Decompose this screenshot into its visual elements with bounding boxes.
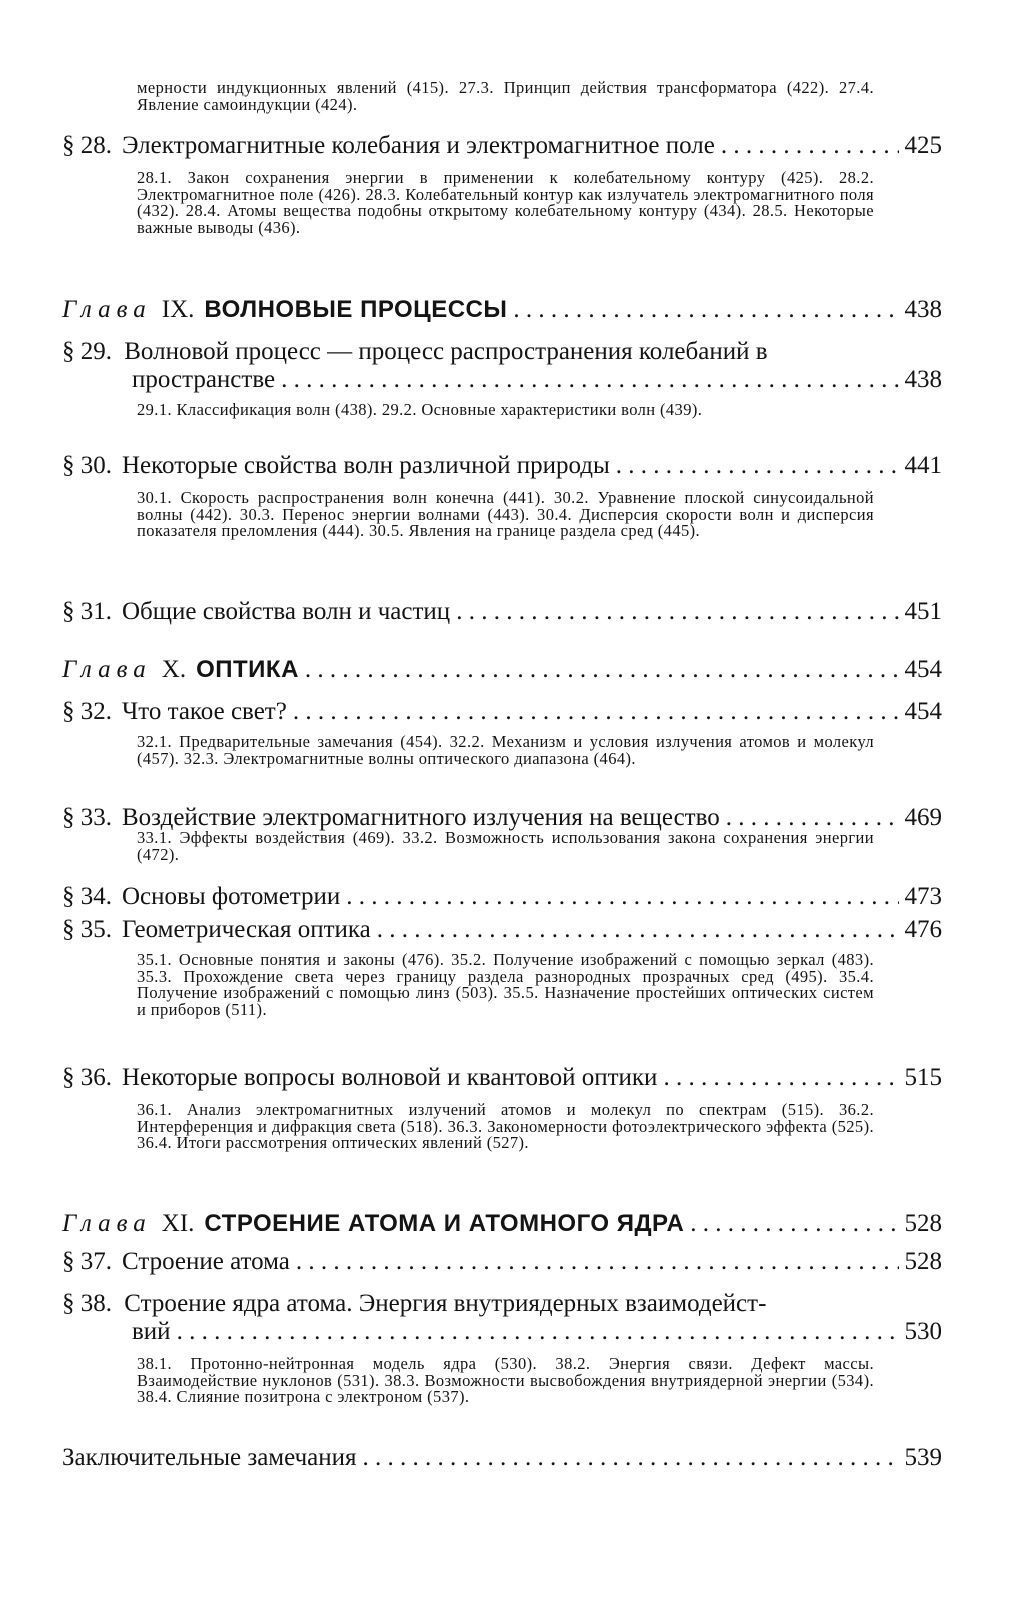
page-number: 425 <box>904 132 942 159</box>
subsections-28: 28.1. Закон сохранения энергии в применении к колебательному контуру (425). 28.2. Электромагнитное поле (426). 28.3. Колебательный контур как излучатель электромагнитного поля (432). 28.4. Атомы вещества подобны открытому колебательному контуру (434). 28.5. Некоторые важные выводы (436). <box>137 168 874 237</box>
dot-leader <box>346 883 898 911</box>
toc-entry-29-line1[interactable] <box>62 338 768 366</box>
dot-leader <box>296 1248 899 1276</box>
dot-leader <box>690 1210 898 1238</box>
dot-leader <box>456 598 898 626</box>
section-number: § 34. <box>62 883 112 910</box>
section-title: Заключительные замечания <box>62 1444 357 1471</box>
section-number: § 33. <box>62 804 112 831</box>
section-number: § 35. <box>62 916 112 943</box>
dot-leader <box>177 1318 899 1346</box>
page-number: 476 <box>904 916 942 943</box>
chapter-word: Глава <box>62 656 152 683</box>
chapter-title: ВОЛНОВЫЕ ПРОЦЕССЫ <box>204 296 508 323</box>
section-number: § 38. <box>62 1290 112 1317</box>
section-title: Некоторые вопросы волновой и квантовой оптики <box>122 1064 658 1091</box>
page-number: 515 <box>904 1064 942 1091</box>
section-title: Воздействие электромагнитного излучения на вещество <box>122 804 720 831</box>
toc-entry-28[interactable] <box>62 132 942 160</box>
section-title: Геометрическая оптика <box>122 916 371 943</box>
page-number: 451 <box>904 598 942 625</box>
chapter-word: Глава <box>62 1210 152 1237</box>
page-number: 441 <box>904 452 942 479</box>
toc-entry-37[interactable] <box>62 1248 942 1276</box>
section-title: вий <box>132 1318 171 1345</box>
chapter-word: Глава <box>62 296 152 323</box>
subsections-35: 35.1. Основные понятия и законы (476). 35.2. Получение изображений с помощью зеркал (483). 35.3. Прохождение света через границу раздела разнородных прозрачных сред (495). 35.4. Получение изображений с помощью линз (503). 35.5. Назначение простейших оптических систем и приборов (511). <box>137 950 874 1019</box>
page-number: 530 <box>904 1318 942 1345</box>
dot-leader <box>616 452 899 480</box>
subsections-30: 30.1. Скорость распространения волн конечна (441). 30.2. Уравнение плоской синусоидальной волны (442). 30.3. Перенос энергии волнами (443). 30.4. Дисперсия скорости волн и дисперсия показателя преломления (444). 30.5. Явления на границе раздела сред (445). <box>137 488 874 540</box>
toc-chapter-10[interactable] <box>62 656 942 684</box>
page-number: 473 <box>904 883 942 910</box>
toc-entry-38[interactable] <box>132 1318 942 1346</box>
section-number: § 32. <box>62 698 112 725</box>
page-number: 454 <box>904 698 942 725</box>
page-number: 528 <box>904 1210 942 1237</box>
subsections-38: 38.1. Протонно-нейтронная модель ядра (530). 38.2. Энергия связи. Дефект массы. Взаимодействие нуклонов (531). 38.3. Возможности высвобождения внутриядерной энергии (534). 38.4. Слияние позитрона с электроном (537). <box>137 1354 874 1406</box>
section-number: § 31. <box>62 598 112 625</box>
toc-entry-35[interactable] <box>62 916 942 944</box>
section-title-line1: Строение ядра атома. Энергия внутриядерных взаимодейст- <box>124 1290 767 1317</box>
dot-leader <box>513 296 898 324</box>
page-number: 438 <box>904 366 942 393</box>
dot-leader <box>293 698 899 726</box>
page-number: 539 <box>904 1444 942 1471</box>
chapter-number: X. <box>161 656 187 683</box>
dot-leader <box>363 1444 899 1472</box>
chapter-title: ОПТИКА <box>196 656 299 683</box>
toc-chapter-9[interactable] <box>62 296 942 324</box>
toc-entry-31[interactable] <box>62 598 942 626</box>
chapter-number: IX. <box>161 296 195 323</box>
section-number: § 30. <box>62 452 112 479</box>
toc-entry-conclusion[interactable] <box>62 1444 942 1472</box>
section-number: § 37. <box>62 1248 112 1275</box>
section-title: Что такое свет? <box>122 698 287 725</box>
section-title: Основы фотометрии <box>122 883 341 910</box>
section-title: Некоторые свойства волн различной природы <box>122 452 610 479</box>
section-title: Электромагнитные колебания и электромагнитное поле <box>122 132 715 159</box>
section-number: § 29. <box>62 338 112 365</box>
subsections-29: 29.1. Классификация волн (438). 29.2. Основные характеристики волн (439). <box>137 400 703 419</box>
section-title: Общие свойства волн и частиц <box>122 598 451 625</box>
section-title: пространстве <box>132 366 276 393</box>
section-number: § 28. <box>62 132 112 159</box>
dot-leader <box>281 366 898 394</box>
section-title-line1: Волновой процесс — процесс распространения колебаний в <box>124 338 768 365</box>
intro-subsections: мерности индукционных явлений (415). 27.3. Принцип действия трансформатора (422). 27.4. Явление самоиндукции (424). <box>137 78 874 114</box>
subsections-36: 36.1. Анализ электромагнитных излучений атомов и молекул по спектрам (515). 36.2. Интерференция и дифракция света (518). 36.3. Закономерности фотоэлектрического эффекта (525). 36.4. Итоги рассмотрения оптических явлений (527). <box>137 1100 874 1152</box>
page-number: 528 <box>904 1248 942 1275</box>
page-number: 454 <box>904 656 942 683</box>
subsections-33: 33.1. Эффекты воздействия (469). 33.2. Возможность использования закона сохранения энергии (472). <box>137 828 874 864</box>
section-title: Строение атома <box>122 1248 290 1275</box>
dot-leader <box>663 1064 898 1092</box>
section-number: § 36. <box>62 1064 112 1091</box>
toc-entry-32[interactable] <box>62 698 942 726</box>
toc-entry-38-line1[interactable] <box>62 1290 766 1318</box>
dot-leader <box>305 656 899 684</box>
page-number: 469 <box>904 804 942 831</box>
chapter-title: СТРОЕНИЕ АТОМА И АТОМНОГО ЯДРА <box>204 1210 685 1237</box>
dot-leader <box>721 132 899 160</box>
page-number: 438 <box>904 296 942 323</box>
toc-entry-30[interactable] <box>62 452 942 480</box>
toc-entry-36[interactable] <box>62 1064 942 1092</box>
toc-chapter-11[interactable] <box>62 1210 942 1238</box>
subsections-32: 32.1. Предварительные замечания (454). 32.2. Механизм и условия излучения атомов и молекул (457). 32.3. Электромагнитные волны оптического диапазона (464). <box>137 732 874 768</box>
toc-entry-29[interactable] <box>132 366 942 394</box>
dot-leader <box>377 916 899 944</box>
chapter-number: XI. <box>161 1210 195 1237</box>
toc-entry-34[interactable] <box>62 883 942 911</box>
